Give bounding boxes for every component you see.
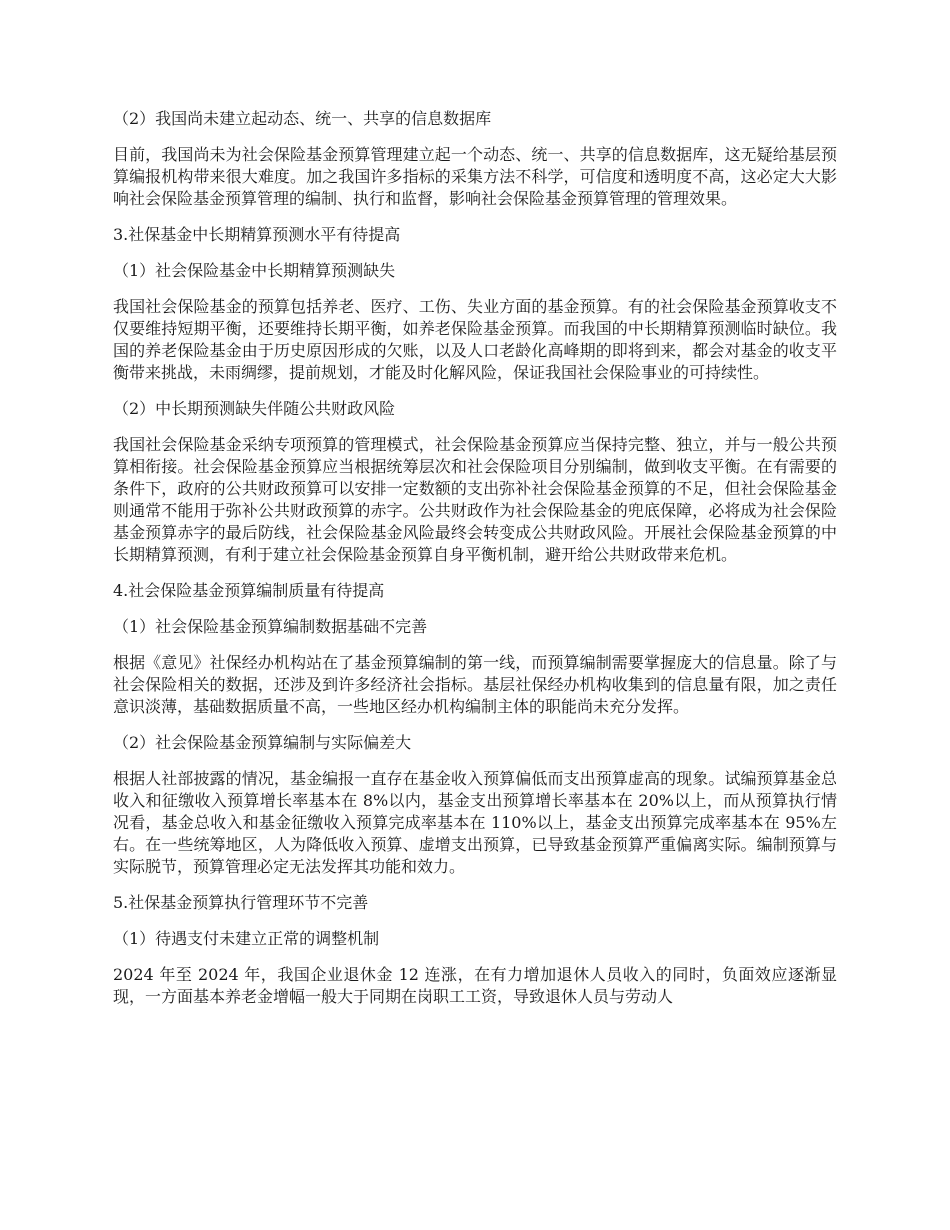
paragraph: 我国社会保险基金的预算包括养老、医疗、工伤、失业方面的基金预算。有的社会保险基金预算收支不仅要维持短期平衡，还要维持长期平衡，如养老保险基金预算。而我国的中长期精算预测临时缺位。我国的养老保险基金由于历史原因形成的欠账，以及人口老龄化高峰期的即将到来，都会对基金的收支平衡带来挑战，未雨绸缪，提前规划，才能及时化解风险，保证我国社会保险事业的可持续性。 bbox=[113, 297, 837, 382]
subsection-heading: （1）社会保险基金预算编制数据基础不完善 bbox=[113, 617, 428, 636]
paragraph: 根据人社部披露的情况，基金编报一直存在基金收入预算偏低而支出预算虚高的现象。试编预算基金总收入和征缴收入预算增长率基本在 8%以内，基金支出预算增长率基本在 20%以上，而从预算执行情况看，基金总收入和基金征缴收入预算完成率基本在 110%以上，基金支出预算完成率基本在 95%左右。在一些统筹地区，人为降低收入预算、虚增支出预算，已导致基金预算严重偏离实际。编制预算与实际脱节，预算管理必定无法发挥其功能和效力。 bbox=[113, 769, 837, 876]
paragraph: 我国社会保险基金采纳专项预算的管理模式，社会保险基金预算应当保持完整、独立，并与一般公共预算相衔接。社会保险基金预算应当根据统筹层次和社会保险项目分别编制，做到收支平衡。在有需要的条件下，政府的公共财政预算可以安排一定数额的支出弥补社会保险基金预算的不足，但社会保险基金则通常不能用于弥补公共财政预算的赤字。公共财政作为社会保险基金的兜底保障，必将成为社会保险基金预算赤字的最后防线，社会保险基金风险最终会转变成公共财政风险。开展社会保险基金预算的中长期精算预测，有利于建立社会保险基金预算自身平衡机制，避开给公共财政带来危机。 bbox=[113, 435, 837, 564]
section-heading: 3.社保基金中长期精算预测水平有待提高 bbox=[113, 225, 401, 244]
section-heading: 5.社保基金预算执行管理环节不完善 bbox=[113, 893, 369, 912]
subsection-heading: （2）社会保险基金预算编制与实际偏差大 bbox=[113, 733, 412, 752]
paragraph: 根据《意见》社保经办机构站在了基金预算编制的第一线，而预算编制需要掌握庞大的信息量。除了与社会保险相关的数据，还涉及到许多经济社会指标。基层社保经办机构收集到的信息量有限，加之责任意识淡薄，基础数据质量不高，一些地区经办机构编制主体的职能尚未充分发挥。 bbox=[113, 653, 837, 716]
section-heading: 4.社会保险基金预算编制质量有待提高 bbox=[113, 581, 385, 600]
subsection-heading: （1）社会保险基金中长期精算预测缺失 bbox=[113, 261, 396, 280]
subsection-heading: （1）待遇支付未建立正常的调整机制 bbox=[113, 929, 380, 948]
subsection-heading: （2）中长期预测缺失伴随公共财政风险 bbox=[113, 399, 396, 418]
paragraph: 目前，我国尚未为社会保险基金预算管理建立起一个动态、统一、共享的信息数据库，这无疑给基层预算编报机构带来很大难度。加之我国许多指标的采集方法不科学，可信度和透明度不高，这必定大大影响社会保险基金预算管理的编制、执行和监督，影响社会保险基金预算管理的管理效果。 bbox=[113, 145, 837, 208]
paragraph: 2024 年至 2024 年，我国企业退休金 12 连涨，在有力增加退休人员收入的同时，负面效应逐渐显现，一方面基本养老金增幅一般大于同期在岗职工工资，导致退休人员与劳动人 bbox=[113, 965, 837, 1006]
subsection-heading: （2）我国尚未建立起动态、统一、共享的信息数据库 bbox=[113, 109, 492, 128]
